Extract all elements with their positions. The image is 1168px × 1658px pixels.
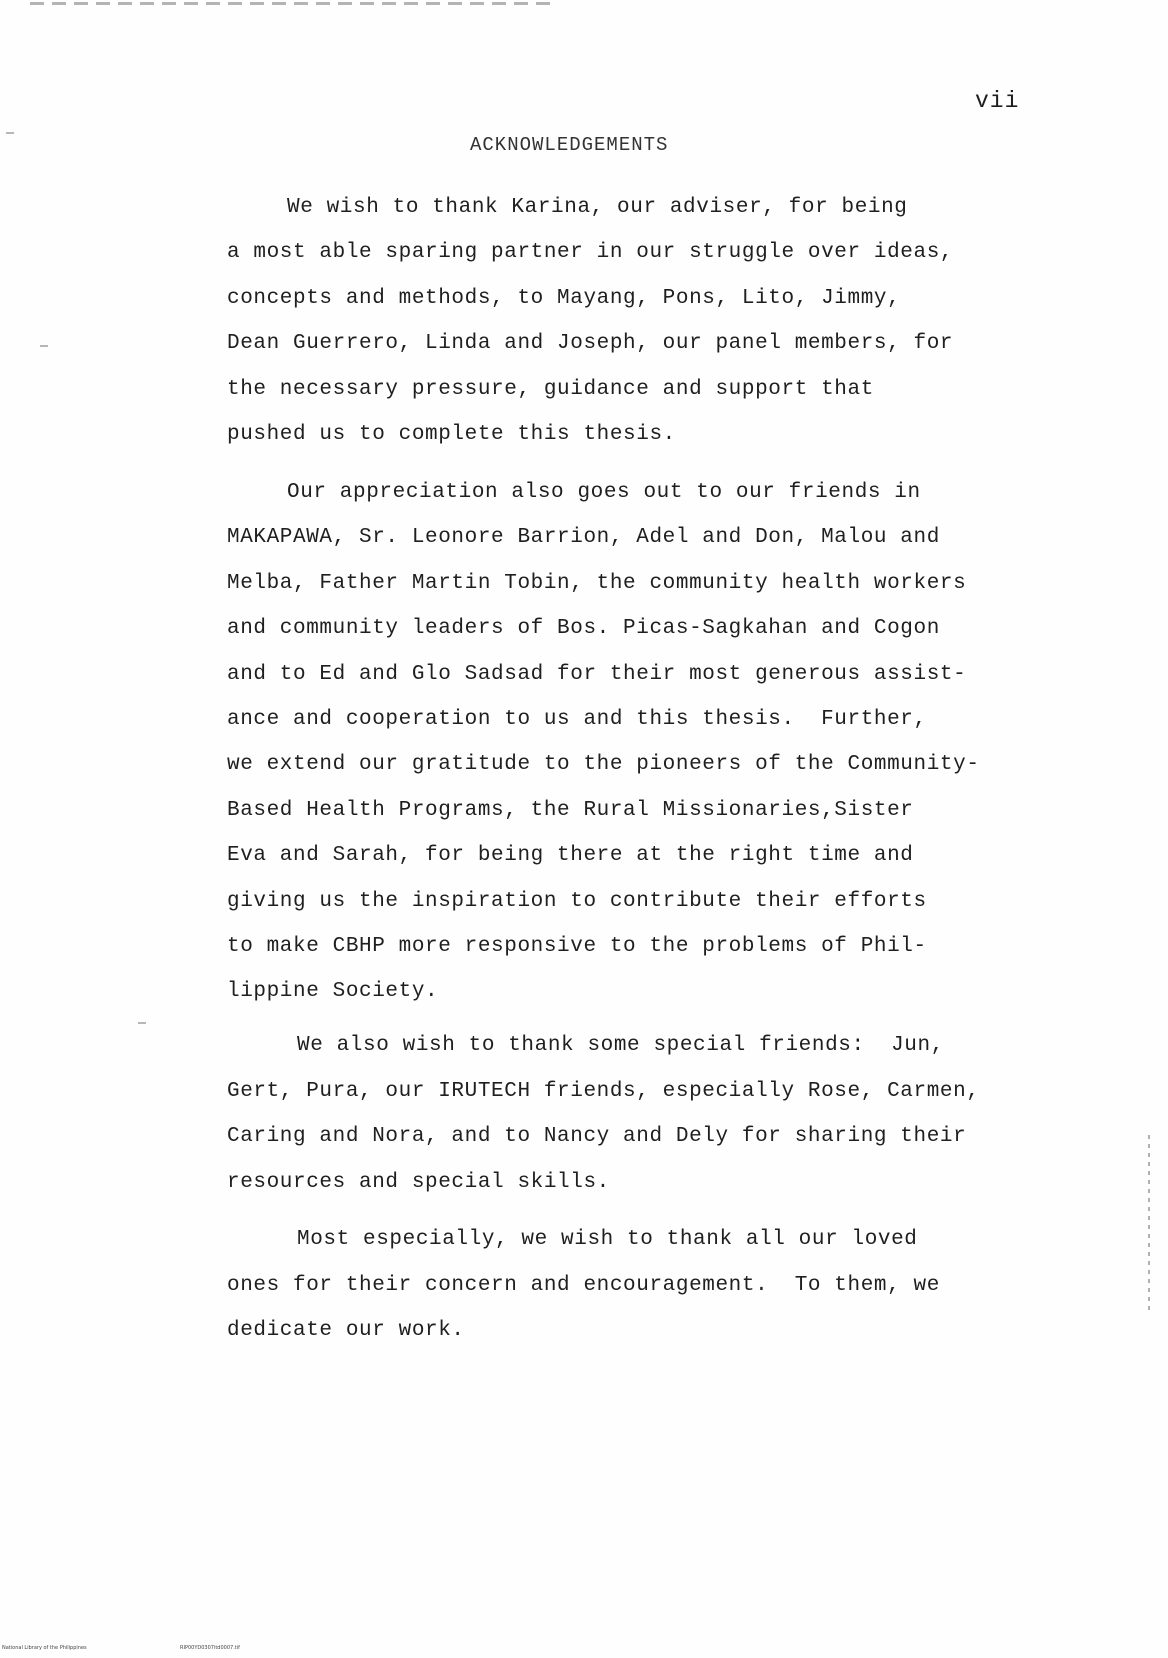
- body-line: resources and special skills.: [227, 1171, 610, 1194]
- body-line: we extend our gratitude to the pioneers of the Community-: [227, 753, 980, 776]
- scan-left-mark: [138, 1022, 146, 1024]
- body-line: the necessary pressure, guidance and support that: [227, 378, 874, 401]
- body-line: We also wish to thank some special friends: Jun,: [297, 1034, 944, 1057]
- body-line: MAKAPAWA, Sr. Leonore Barrion, Adel and Don, Malou and: [227, 526, 940, 549]
- body-line: We wish to thank Karina, our adviser, for being: [287, 196, 908, 219]
- page-number: vii: [975, 88, 1020, 114]
- body-line: concepts and methods, to Mayang, Pons, Lito, Jimmy,: [227, 287, 901, 310]
- body-line: lippine Society.: [227, 980, 439, 1003]
- body-line: and to Ed and Glo Sadsad for their most generous assist-: [227, 663, 967, 686]
- body-line: Melba, Father Martin Tobin, the community health workers: [227, 572, 967, 595]
- footer-library: National Library of the Philippines: [2, 1645, 87, 1651]
- body-line: Our appreciation also goes out to our friends in: [287, 481, 921, 504]
- body-line: giving us the inspiration to contribute their efforts: [227, 890, 927, 913]
- page-title: ACKNOWLEDGEMENTS: [470, 134, 669, 156]
- scan-top-edge: [30, 2, 550, 5]
- body-line: a most able sparing partner in our struggle over ideas,: [227, 241, 954, 264]
- body-line: Dean Guerrero, Linda and Joseph, our panel members, for: [227, 332, 954, 355]
- body-line: ance and cooperation to us and this thesis. Further,: [227, 708, 927, 731]
- body-line: Caring and Nora, and to Nancy and Dely for sharing their: [227, 1125, 967, 1148]
- body-line: Based Health Programs, the Rural Missionaries,Sister: [227, 799, 914, 822]
- body-line: pushed us to complete this thesis.: [227, 423, 676, 446]
- body-line: Eva and Sarah, for being there at the right time and: [227, 844, 914, 867]
- body-line: dedicate our work.: [227, 1319, 465, 1342]
- body-line: Gert, Pura, our IRUTECH friends, especially Rose, Carmen,: [227, 1080, 980, 1103]
- scan-left-mark: [6, 132, 14, 134]
- footer-file-id: RIP00YD0307itd0007.tif: [180, 1645, 240, 1651]
- body-line: to make CBHP more responsive to the problems of Phil-: [227, 935, 927, 958]
- body-line: ones for their concern and encouragement. To them, we: [227, 1274, 940, 1297]
- body-line: Most especially, we wish to thank all our loved: [297, 1228, 918, 1251]
- body-line: and community leaders of Bos. Picas-Sagkahan and Cogon: [227, 617, 940, 640]
- scan-margin-marks: [1148, 1135, 1150, 1310]
- scan-left-mark: [40, 345, 48, 347]
